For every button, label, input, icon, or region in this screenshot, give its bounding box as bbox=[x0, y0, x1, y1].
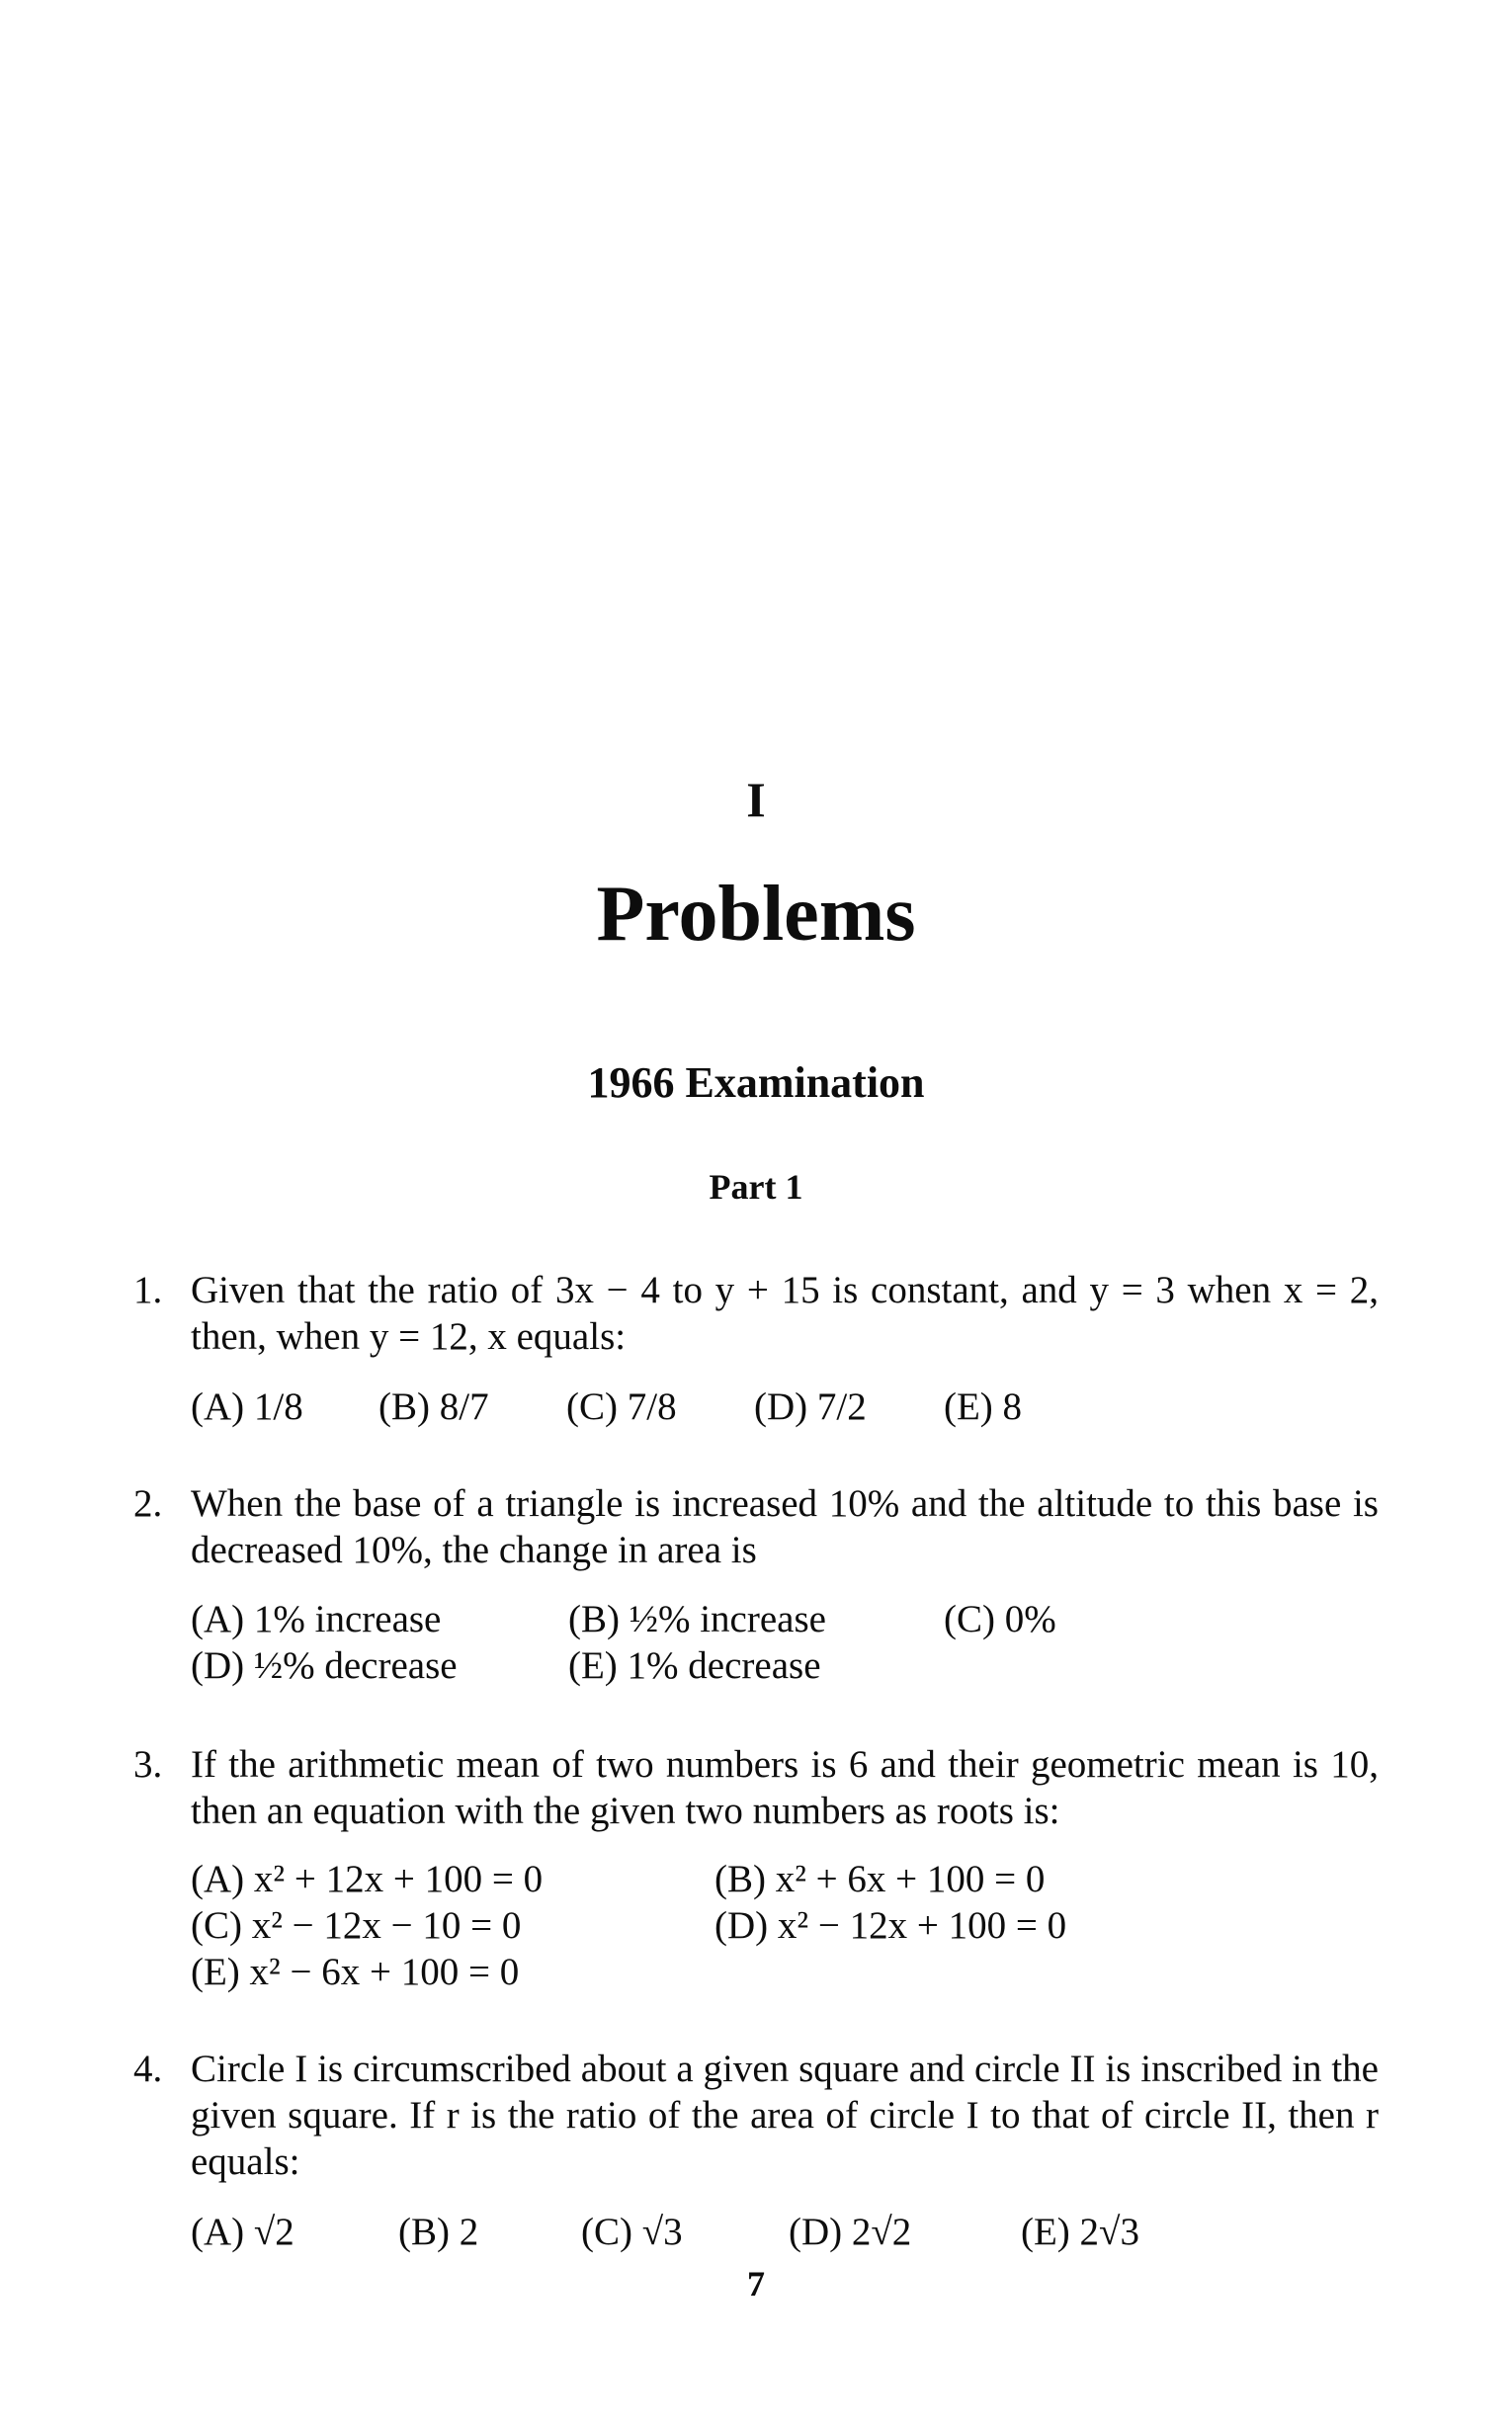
choice-c: (C) √3 bbox=[581, 2211, 683, 2253]
problem-text: Given that the ratio of 3x − 4 to y + 15 is constant, and y = 3 when x = 2, then, when y = 12, x equals: bbox=[191, 1269, 1379, 1358]
choice-e: (E) 1% decrease bbox=[568, 1644, 821, 1687]
choice-b: (B) 8/7 bbox=[378, 1385, 489, 1428]
problem-number: 1. bbox=[133, 1269, 163, 1311]
choice-a: (A) 1/8 bbox=[191, 1385, 303, 1428]
problem-number: 2. bbox=[133, 1482, 163, 1525]
chapter-title: Problems bbox=[596, 871, 916, 958]
chapter-number: I bbox=[746, 772, 766, 827]
choice-a: (A) 1% increase bbox=[191, 1598, 442, 1640]
problem-text: If the arithmetic mean of two numbers is 6 and their geometric mean is 10, then an equation with the given two numbers as roots is: bbox=[191, 1743, 1379, 1832]
problem-text: When the base of a triangle is increased 10% and the altitude to this base is decreased 10%, the change in area is bbox=[191, 1482, 1379, 1571]
problem-number: 3. bbox=[133, 1743, 163, 1786]
problem-text: Circle I is circumscribed about a given square and circle II is inscribed in the given square. If r is the ratio of the area of circle I to that of circle II, then r equals: bbox=[191, 2048, 1379, 2183]
choice-d: (D) 2√2 bbox=[789, 2211, 912, 2253]
problem-number: 4. bbox=[133, 2048, 163, 2090]
choice-e: (E) 2√3 bbox=[1021, 2211, 1139, 2253]
choice-c: (C) 7/8 bbox=[566, 1385, 677, 1428]
choice-d: (D) 7/2 bbox=[754, 1385, 867, 1428]
problem-2 bbox=[133, 1480, 1379, 1573]
choice-c: (C) 0% bbox=[944, 1598, 1056, 1640]
problem-1 bbox=[133, 1267, 1379, 1360]
choice-e: (E) x² − 6x + 100 = 0 bbox=[191, 1951, 520, 1993]
choice-a: (A) x² + 12x + 100 = 0 bbox=[191, 1858, 544, 1900]
choice-d: (D) x² − 12x + 100 = 0 bbox=[714, 1904, 1067, 1947]
problem-4 bbox=[133, 2046, 1379, 2185]
page-number: 7 bbox=[747, 2264, 765, 2304]
choice-d: (D) ½% decrease bbox=[191, 1644, 458, 1687]
choice-b: (B) 2 bbox=[398, 2211, 479, 2253]
choice-e: (E) 8 bbox=[944, 1385, 1023, 1428]
choice-a: (A) √2 bbox=[191, 2211, 294, 2253]
problem-3 bbox=[133, 1741, 1379, 1834]
exam-title: 1966 Examination bbox=[587, 1058, 925, 1107]
choice-b: (B) ½% increase bbox=[568, 1598, 826, 1640]
choice-b: (B) x² + 6x + 100 = 0 bbox=[714, 1858, 1046, 1900]
choice-c: (C) x² − 12x − 10 = 0 bbox=[191, 1904, 522, 1947]
part-title: Part 1 bbox=[709, 1167, 803, 1207]
